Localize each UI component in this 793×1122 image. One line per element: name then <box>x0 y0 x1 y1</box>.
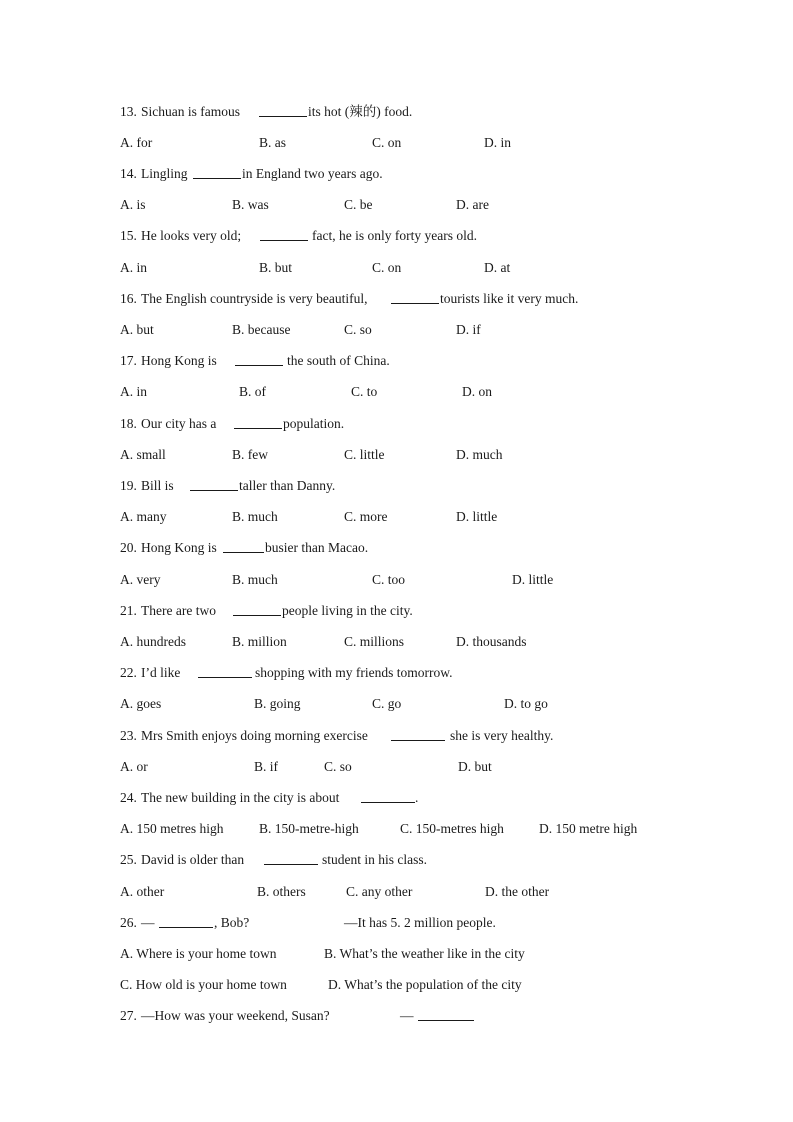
options-13 <box>0 133 793 153</box>
option-b: B. much <box>232 572 278 587</box>
answer-blank <box>198 663 252 678</box>
answer-blank <box>190 476 238 491</box>
question-text-before: Hong Kong is <box>141 353 217 368</box>
question-text-after: population. <box>283 416 345 431</box>
question-text-before: Lingling <box>141 166 188 181</box>
question-number: 21. <box>120 603 137 618</box>
question-16 <box>0 289 793 309</box>
question-text-before: — <box>141 915 155 930</box>
option-b: B. of <box>239 384 266 399</box>
question-text-after: busier than Macao. <box>265 540 369 555</box>
question-number: 18. <box>120 416 137 431</box>
question-number: 25. <box>120 852 137 867</box>
options-24 <box>0 819 793 839</box>
option-b: B. but <box>259 260 293 275</box>
option-c: C. go <box>372 696 402 711</box>
option-b: B. much <box>232 509 278 524</box>
option-d: D. little <box>512 572 554 587</box>
question-text-before: David is older than <box>141 852 245 867</box>
option-b: B. What’s the weather like in the city <box>324 946 525 961</box>
question-text-after: student in his class. <box>322 852 427 867</box>
option-c: C. so <box>324 759 352 774</box>
option-d: D. thousands <box>456 634 527 649</box>
option-c: C. so <box>344 322 372 337</box>
question-text-before: There are two <box>141 603 216 618</box>
options-20 <box>0 570 793 590</box>
option-a: A. but <box>120 322 154 337</box>
options-23 <box>0 757 793 777</box>
options-26-row1 <box>0 944 793 964</box>
option-d: D. much <box>456 447 503 462</box>
answer-blank <box>361 788 415 803</box>
options-14 <box>0 195 793 215</box>
answer-blank <box>223 538 264 553</box>
option-a: A. or <box>120 759 148 774</box>
option-c: C. little <box>344 447 385 462</box>
question-19 <box>0 476 793 496</box>
question-text-after: taller than Danny. <box>239 478 336 493</box>
question-text-before: Hong Kong is <box>141 540 217 555</box>
option-b: B. few <box>232 447 268 462</box>
question-number: 26. <box>120 915 137 930</box>
option-a: A. goes <box>120 696 162 711</box>
options-17 <box>0 382 793 402</box>
options-19 <box>0 507 793 527</box>
answer-blank <box>235 351 283 366</box>
option-b: B. if <box>254 759 279 774</box>
answer-blank <box>234 414 282 429</box>
question-21 <box>0 601 793 621</box>
option-d: D. What’s the population of the city <box>328 977 522 992</box>
question-number: 22. <box>120 665 137 680</box>
option-c: C. 150-metres high <box>400 821 504 836</box>
options-22 <box>0 694 793 714</box>
question-24 <box>0 788 793 808</box>
option-d: D. to go <box>504 696 548 711</box>
option-a: A. other <box>120 884 165 899</box>
option-b: B. was <box>232 197 269 212</box>
answer-blank <box>193 164 241 179</box>
option-a: A. in <box>120 260 147 275</box>
option-b: B. as <box>259 135 286 150</box>
option-c: C. to <box>351 384 378 399</box>
question-15 <box>0 226 793 246</box>
option-c: C. millions <box>344 634 405 649</box>
question-text-before: I’d like <box>141 665 181 680</box>
question-number: 24. <box>120 790 137 805</box>
question-text-after: . <box>415 790 419 805</box>
option-b: B. going <box>254 696 301 711</box>
question-text-after: tourists like it very much. <box>440 291 579 306</box>
option-a: A. many <box>120 509 167 524</box>
options-18 <box>0 445 793 465</box>
question-text-after: the south of China. <box>287 353 390 368</box>
option-d: D. are <box>456 197 489 212</box>
question-text-before: The new building in the city is about <box>141 790 340 805</box>
question-number: 16. <box>120 291 137 306</box>
question-25 <box>0 850 793 870</box>
option-c: C. How old is your home town <box>120 977 287 992</box>
option-a: A. is <box>120 197 146 212</box>
dialogue-reply: — <box>400 1008 414 1023</box>
option-b: B. 150-metre-high <box>259 821 359 836</box>
option-c: C. any other <box>346 884 413 899</box>
dialogue-reply: —It has 5. 2 million people. <box>344 915 496 930</box>
option-a: A. 150 metres high <box>120 821 224 836</box>
question-text-after: in England two years ago. <box>242 166 383 181</box>
options-26-row2 <box>0 975 793 995</box>
options-16 <box>0 320 793 340</box>
answer-blank <box>260 226 308 241</box>
question-27 <box>0 1006 793 1026</box>
question-number: 20. <box>120 540 137 555</box>
question-14 <box>0 164 793 184</box>
option-c: C. on <box>372 260 402 275</box>
option-b: B. million <box>232 634 287 649</box>
option-c: C. be <box>344 197 373 212</box>
answer-blank <box>391 289 439 304</box>
option-d: D. at <box>484 260 511 275</box>
answer-blank <box>159 913 213 928</box>
option-a: A. Where is your home town <box>120 946 277 961</box>
option-a: A. small <box>120 447 166 462</box>
question-text-after: fact, he is only forty years old. <box>312 228 477 243</box>
question-text-before: Sichuan is famous <box>141 104 240 119</box>
question-text-after: shopping with my friends tomorrow. <box>255 665 453 680</box>
option-a: A. hundreds <box>120 634 186 649</box>
answer-blank <box>259 102 307 117</box>
answer-blank <box>233 601 281 616</box>
option-d: D. in <box>484 135 511 150</box>
option-a: A. very <box>120 572 161 587</box>
question-text-after: its hot (辣的) food. <box>308 104 413 119</box>
options-15 <box>0 258 793 278</box>
question-text-before: Our city has a <box>141 416 217 431</box>
option-d: D. on <box>462 384 492 399</box>
question-text-before: Mrs Smith enjoys doing morning exercise <box>141 728 368 743</box>
question-text-before: —How was your weekend, Susan? <box>141 1008 330 1023</box>
question-number: 13. <box>120 104 137 119</box>
options-21 <box>0 632 793 652</box>
question-number: 19. <box>120 478 137 493</box>
question-18 <box>0 414 793 434</box>
question-26 <box>0 913 793 933</box>
options-25 <box>0 882 793 902</box>
question-20 <box>0 538 793 558</box>
option-d: D. 150 metre high <box>539 821 638 836</box>
question-17 <box>0 351 793 371</box>
option-b: B. because <box>232 322 291 337</box>
question-number: 14. <box>120 166 137 181</box>
answer-blank <box>418 1006 474 1021</box>
question-text-after: she is very healthy. <box>450 728 554 743</box>
option-a: A. for <box>120 135 153 150</box>
option-d: D. little <box>456 509 498 524</box>
question-number: 27. <box>120 1008 137 1023</box>
question-13 <box>0 102 793 122</box>
option-a: A. in <box>120 384 147 399</box>
option-c: C. on <box>372 135 402 150</box>
question-number: 23. <box>120 728 137 743</box>
option-d: D. but <box>458 759 492 774</box>
option-c: C. too <box>372 572 406 587</box>
question-text-before: The English countryside is very beautiful, <box>141 291 368 306</box>
question-text-before: He looks very old; <box>141 228 242 243</box>
answer-blank <box>264 850 318 865</box>
question-text-before: Bill is <box>141 478 174 493</box>
question-number: 17. <box>120 353 137 368</box>
option-d: D. if <box>456 322 481 337</box>
option-b: B. others <box>257 884 306 899</box>
option-d: D. the other <box>485 884 550 899</box>
question-22 <box>0 663 793 683</box>
question-number: 15. <box>120 228 137 243</box>
option-c: C. more <box>344 509 388 524</box>
answer-blank <box>391 726 445 741</box>
question-text-after: people living in the city. <box>282 603 413 618</box>
question-23 <box>0 726 793 746</box>
question-text-after: , Bob? <box>214 915 250 930</box>
